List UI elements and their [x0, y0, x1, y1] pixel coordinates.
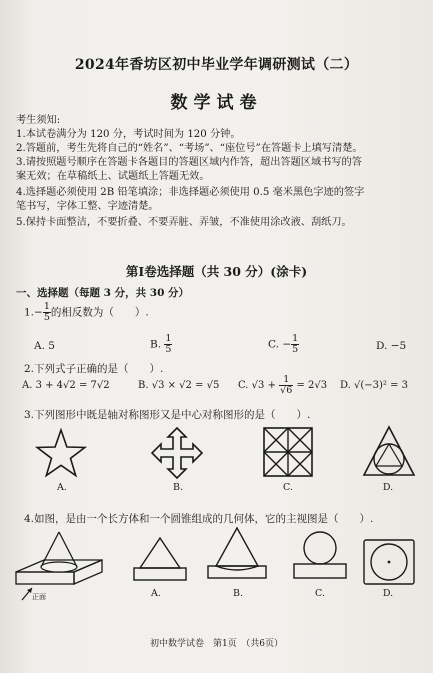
q1-fraction: [43, 302, 51, 323]
notice-item-5: 5.保持卡面整洁，不要折叠、不要弄脏、弄皱，不准使用涂改液、刮纸刀。: [16, 217, 352, 228]
q1-b-fraction: [164, 334, 172, 355]
q3-star-figure: [36, 428, 86, 478]
q1-option-a: A. 5: [34, 340, 55, 352]
q2-c-post: = 2√3: [296, 380, 328, 391]
q1-option-c: [268, 334, 299, 355]
q3-arrows-figure: [150, 426, 204, 480]
q1-b-label: B.: [150, 338, 162, 351]
q1-c-label: C.: [268, 338, 279, 351]
notice-item-1: 1.本试卷满分为 120 分，考试时间为 120 分钟。: [16, 129, 241, 140]
q4-option-a-figure: [132, 534, 188, 584]
section-title: 第Ⅰ卷选择题（共 30 分）(涂卡): [125, 264, 308, 279]
question-3: 3.下列图形中既是轴对称图形又是中心对称图形的是（ ）.: [24, 409, 311, 421]
q4-label-a: A.: [151, 588, 161, 599]
q3-square-pattern-figure: [262, 426, 314, 478]
q1-text: 的相反数为（ ）.: [50, 306, 149, 319]
notice-item-4-cont: 笔书写，字体工整、字迹清楚。: [16, 201, 159, 212]
q4-option-b-figure: [206, 526, 268, 584]
q1-number: 1.: [24, 306, 35, 319]
q4-label-d: D.: [382, 588, 394, 599]
q3-label-a: A.: [57, 482, 67, 493]
page-footer: 初中数学试卷 第1页 （共6页）: [150, 639, 283, 649]
q1-b-den: 5: [165, 344, 172, 355]
notice-heading: 考生须知:: [16, 115, 61, 126]
q4-label-c: C.: [315, 588, 325, 599]
notice-item-2: 2.答题前，考生先将自己的“姓名”、“考场”、“座位号”在答题卡上填写清楚。: [16, 143, 363, 154]
q2-option-d: D. √(−3)² = 3: [340, 380, 409, 391]
q1-option-d: D. −5: [376, 340, 407, 352]
q3-label-b: B.: [172, 482, 183, 493]
q2-c-fraction: [279, 375, 293, 396]
section-heading: 一、选择题（每题 3 分，共 30 分）: [16, 287, 190, 299]
q2-c-pre: √3 +: [251, 380, 276, 391]
q4-option-d-figure: [362, 538, 416, 586]
notice-item-3: 3.请按照题号顺序在答题卡各题目的答题区域内作答，超出答题区域书写的答: [16, 157, 362, 168]
q3-triangle-circle-figure: [362, 425, 416, 479]
q1-frac-num: 1: [43, 301, 50, 312]
exam-subtitle: 数学试卷: [170, 93, 263, 113]
q1-frac-den: 5: [43, 312, 50, 323]
q2-c-num: 1: [279, 375, 293, 386]
q2-option-c: [238, 375, 327, 396]
q3-label-c: C.: [283, 482, 293, 493]
q1-option-b: [150, 334, 172, 355]
question-2: 2.下列式子正确的是（ ）.: [24, 363, 164, 375]
notice-item-4: 4.选择题必须使用 2B 铅笔填涂；非选择题必须使用 0.5 毫米黑色字迹的签字: [16, 187, 365, 198]
q4-option-c-figure: [292, 528, 348, 584]
notice-item-3-cont: 案无效；在草稿纸上、试题纸上答题无效。: [16, 171, 210, 182]
q4-view-label: 正面: [32, 593, 46, 601]
q1-c-num: 1: [292, 333, 299, 344]
q3-label-d: D.: [382, 482, 394, 493]
q4-solid-figure: [12, 528, 108, 606]
q1-b-num: 1: [165, 333, 172, 344]
q1-c-fraction: [291, 334, 299, 355]
question-4: 4.如图，是由一个长方体和一个圆锥组成的几何体，它的主视图是（ ）.: [24, 513, 374, 525]
q2-c-label: C.: [238, 380, 249, 391]
question-1: [24, 302, 149, 323]
q1-c-minus: −: [282, 338, 292, 351]
q2-c-den: √6: [280, 385, 293, 396]
q2-option-a: A. 3 + 4√2 = 7√2: [22, 380, 110, 391]
q2-option-b: B. √3 × √2 = √5: [138, 380, 220, 391]
q1-c-den: 5: [292, 344, 299, 355]
q4-label-b: B.: [232, 588, 243, 599]
q1-minus: −: [34, 306, 43, 319]
exam-title: 2024年香坊区初中毕业学年调研测试（二）: [74, 57, 359, 73]
